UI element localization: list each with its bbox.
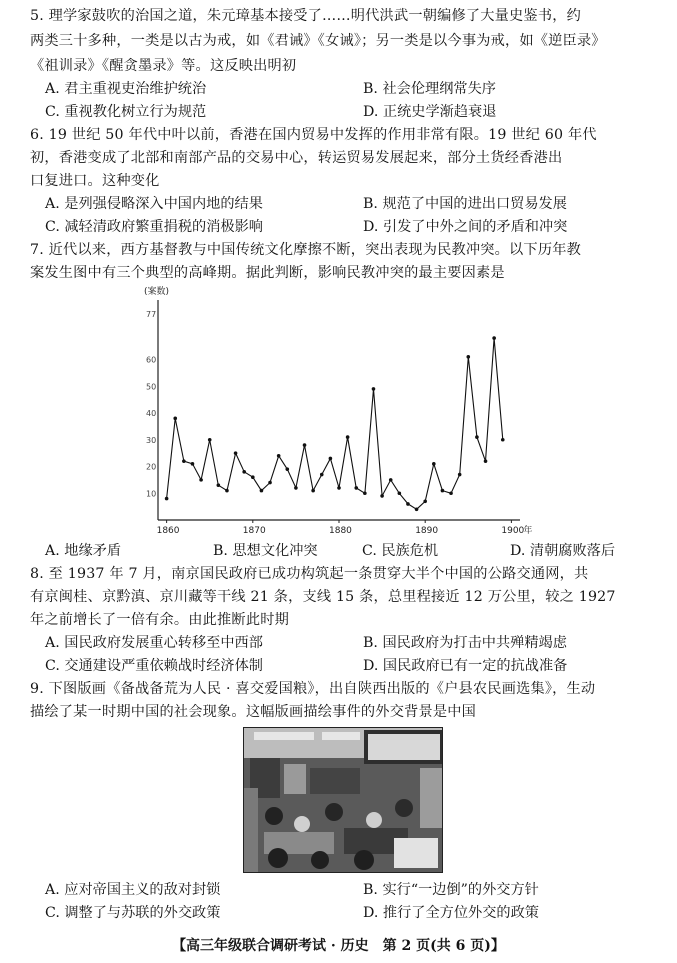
q5-option-b: B. 社会伦理纲常失序 [363,81,496,97]
x-tick-label: 1900 [501,526,525,536]
data-point [173,417,177,421]
y-tick-label: 60 [146,355,157,365]
q8-option-a: A. 国民政府发展重心转移至中西部 [45,635,263,651]
x-unit-label: 年 [523,526,533,536]
data-point [475,435,479,439]
y-tick-label: 77 [146,310,157,320]
y-axis-label: (案数) [144,287,170,297]
q5-line-2: 两类三十多种，一类是以古为戒，如《君诫》《女诫》；另一类是以今事为戒，如《逆臣录》 [30,33,606,49]
q5-option-c: C. 重视教化树立行为规范 [45,104,207,120]
data-point [398,491,402,495]
data-point [320,473,324,477]
y-tick-label: 20 [146,462,157,472]
data-point [432,462,436,466]
data-point [449,491,453,495]
q6-option-b: B. 规范了中国的进出口贸易发展 [363,196,567,212]
x-tick-label: 1860 [156,526,180,536]
series-line [167,338,503,509]
woodcut-illustration [244,728,443,873]
q9-line-1: 9. 下图版画《备战备荒为人民 · 喜交爱国粮》，出自陕西出版的《户县农民画选集》，生动 [30,681,596,697]
q6-option-a: A. 是列强侵略深入中国内地的结果 [45,196,263,212]
q8-option-b: B. 国民政府为打击中共殚精竭虑 [363,635,567,651]
q8-line-1: 8. 至 1937 年 7 月，南京国民政府已成功构筑起一条贯穿大半个中国的公路交通网，共 [30,566,589,582]
page-footer: 【高三年级联合调研考试 · 历史 第 2 页(共 6 页)】 [172,938,505,954]
data-point [484,459,488,463]
q7-line-1: 7. 近代以来，西方基督教与中国传统文化摩擦不断，突出表现为民教冲突。以下历年教 [30,242,581,258]
q7-option-d: D. 清朝腐败落后 [510,543,616,559]
data-point [337,486,341,490]
q6-option-d: D. 引发了中外之间的矛盾和冲突 [363,219,568,235]
y-tick-label: 30 [146,435,157,445]
data-point [199,478,203,482]
q6-option-c: C. 减轻清政府繁重捐税的消极影响 [45,219,263,235]
q6-line-3: 口复进口。这种变化 [30,173,160,189]
y-tick-label: 50 [146,382,157,392]
data-point [311,489,315,493]
q6-line-1: 6. 19 世纪 50 年代中叶以前，香港在国内贸易中发挥的作用非常有限。19 世纪 60 年代 [30,127,597,143]
data-point [415,508,419,512]
data-point [165,497,169,501]
q5-option-a: A. 君主重视吏治维护统治 [45,81,207,97]
q8-option-c: C. 交通建设严重依赖战时经济体制 [45,658,263,674]
q8-line-2: 有京闽桂、京黔滇、京川藏等干线 21 条，支线 15 条，总里程接近 12 万公里，较之 1927 [30,589,616,605]
data-point [389,478,393,482]
data-point [380,494,384,498]
q8-option-d: D. 国民政府已有一定的抗战准备 [363,658,568,674]
data-point [346,435,350,439]
q5-option-d: D. 正统史学渐趋衰退 [363,104,497,120]
q9-line-2: 描绘了某一时期中国的社会现象。这幅版画描绘事件的外交背景是中国 [30,704,477,720]
q7-option-c: C. 民族危机 [362,543,439,559]
q5-line-3: 《祖训录》《醒贪墨录》等。这反映出明初 [30,58,297,74]
data-point [242,470,246,474]
data-point [260,489,264,493]
data-point [191,462,195,466]
chart-series [165,336,505,511]
q8-line-3: 年之前增长了一倍有余。由此推断此时期 [30,612,289,628]
data-point [501,438,505,442]
q7-option-a: A. 地缘矛盾 [45,543,122,559]
data-point [363,491,367,495]
q7-option-b: B. 思想文化冲突 [213,543,318,559]
data-point [217,483,221,487]
y-tick-label: 10 [146,489,157,499]
woodcut-print-image [243,727,443,873]
data-point [251,475,255,479]
data-point [294,486,298,490]
data-point [492,336,496,340]
q6-line-2: 初，香港变成了北部和南部产品的交易中心，转运贸易发展起来，部分土货经香港出 [30,150,563,166]
data-point [234,451,238,455]
x-tick-label: 1880 [329,526,352,536]
q7-line-2: 案发生图中有三个典型的高峰期。据此判断，影响民教冲突的最主要因素是 [30,265,505,281]
q9-option-a: A. 应对帝国主义的敌对封锁 [45,882,221,898]
data-point [466,355,470,359]
x-tick-label: 1890 [415,526,439,536]
data-point [208,438,212,442]
data-point [441,489,445,493]
data-point [372,387,376,391]
data-point [285,467,289,471]
y-tick-label: 40 [146,409,157,418]
q9-option-b: B. 实行“一边倒”的外交方针 [363,882,539,898]
data-point [329,457,333,461]
data-point [423,499,427,503]
data-point [406,502,410,506]
x-tick-label: 1870 [242,526,266,536]
data-point [277,454,281,458]
data-point [225,489,229,493]
q9-option-c: C. 调整了与苏联的外交政策 [45,905,221,921]
q9-option-d: D. 推行了全方位外交的政策 [363,905,539,921]
data-point [303,443,307,447]
missionary-cases-line-chart [140,284,550,536]
data-point [268,481,272,485]
data-point [182,459,186,463]
q5-line-1: 5. 理学家鼓吹的治国之道，朱元璋基本接受了……明代洪武一朝编修了大量史鉴书，约 [30,8,581,24]
data-point [458,473,462,477]
data-point [354,486,358,490]
